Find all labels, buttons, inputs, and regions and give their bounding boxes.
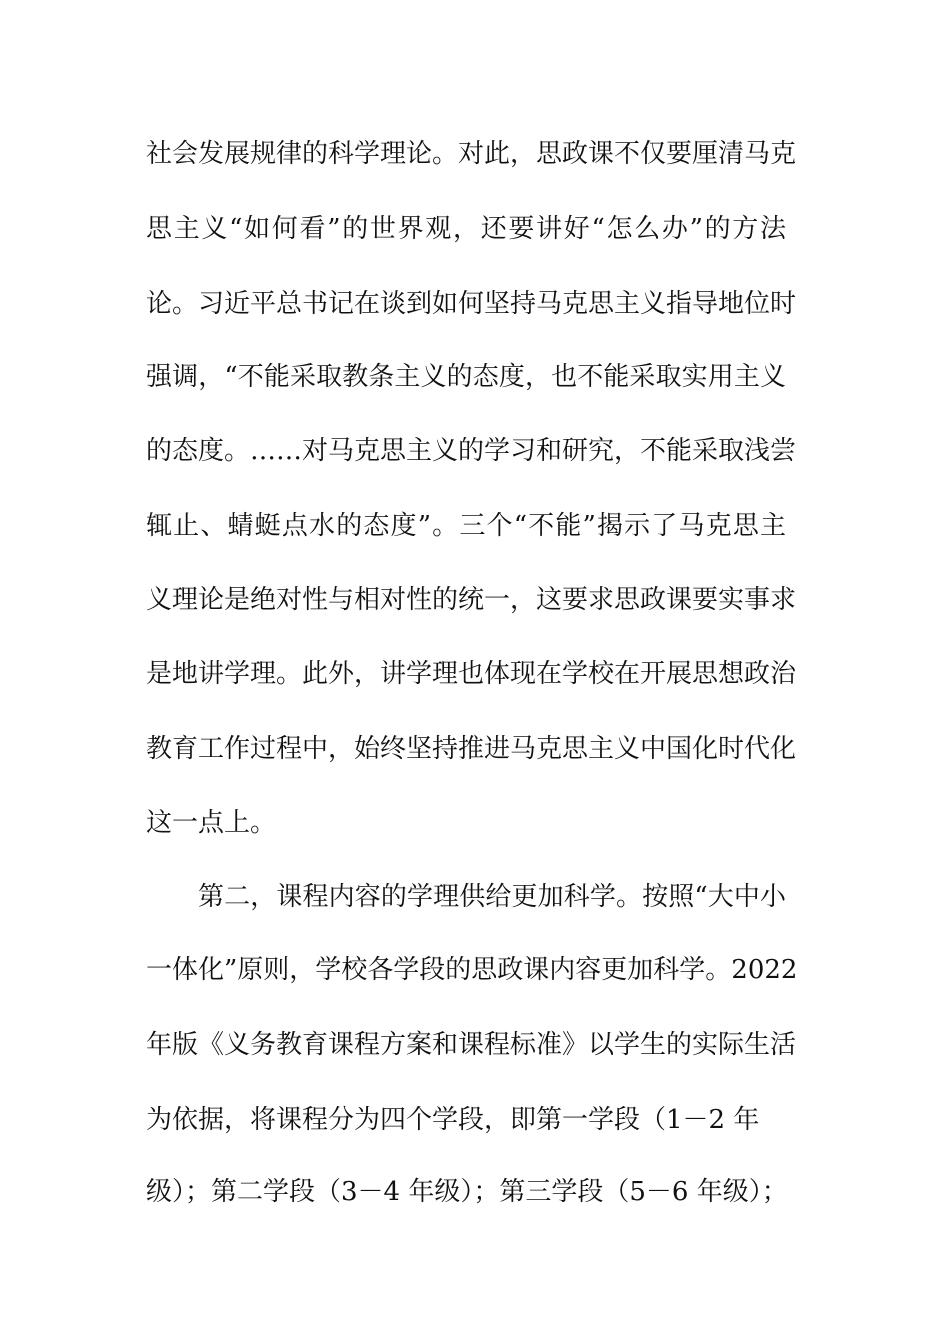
text-line-14: 为依据，将课程分为四个学段，即第一学段（1－2 年	[146, 1105, 760, 1135]
text-line-13: 年版《义务教育课程方案和课程标准》以学生的实际生活	[146, 1030, 797, 1060]
paragraph-2-first-line: 第二，课程内容的学理供给更加科学。按照“大中小	[198, 882, 786, 912]
text-line-12: 一体化”原则，学校各学段的思政课内容更加科学。2022	[146, 955, 798, 985]
text-line-7: 义理论是绝对性与相对性的统一，这要求思政课要实事求	[146, 585, 797, 615]
text-line-10: 这一点上。	[146, 808, 277, 838]
text-line-3: 论。习近平总书记在谈到如何坚持马克思主义指导地位时	[146, 289, 797, 319]
text-line-8: 是地讲学理。此外，讲学理也体现在学校在开展思想政治	[146, 659, 797, 689]
text-line-1: 社会发展规律的科学理论。对此，思政课不仅要厘清马克	[146, 139, 797, 169]
text-line-9: 教育工作过程中，始终坚持推进马克思主义中国化时代化	[146, 734, 797, 764]
text-line-6: 辄止、蜻蜓点水的态度”。三个“不能”揭示了马克思主	[146, 511, 786, 541]
text-line-2: 思主义“如何看”的世界观，还要讲好“怎么办”的方法	[146, 214, 786, 244]
text-line-5: 的态度。……对马克思主义的学习和研究，不能采取浅尝	[146, 436, 797, 466]
text-line-4: 强调，“不能采取教条主义的态度，也不能采取实用主义	[146, 362, 786, 392]
text-line-15: 级）；第二学段（3－4 年级）；第三学段（5－6 年级）；	[146, 1177, 788, 1207]
